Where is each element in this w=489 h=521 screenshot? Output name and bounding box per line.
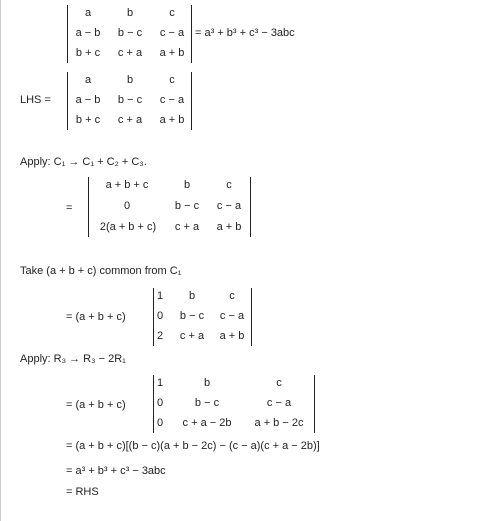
det4-r2c1: 0 xyxy=(157,310,164,322)
det1-r2c3: c − a xyxy=(159,27,185,39)
step2-label: Take (a + b + c) common from C₁ xyxy=(20,265,182,277)
det4-r3c3: a + b xyxy=(219,330,245,342)
determinant-2 xyxy=(67,72,192,130)
det2-r3c3: a + b xyxy=(159,114,185,126)
det1-r2c1: a − b xyxy=(75,27,101,39)
det3-r2c3: c − a xyxy=(216,200,242,212)
det1-r3c2: c + a xyxy=(117,47,143,59)
det2-r3c1: b + c xyxy=(75,114,101,126)
final-line-3: = RHS xyxy=(66,486,99,498)
determinant-3 xyxy=(88,177,251,237)
det1-r3c3: a + b xyxy=(159,47,185,59)
det4-r1c3: c xyxy=(229,290,235,302)
step1-equals: = xyxy=(66,202,73,214)
det5-r3c2: c + a − 2b xyxy=(182,417,232,429)
det2-r3c2: c + a xyxy=(117,114,143,126)
det3-r1c2: b xyxy=(183,179,191,191)
det5-r2c3: c − a xyxy=(266,397,292,409)
det5-r1c1: 1 xyxy=(157,377,164,389)
det4-r2c2: b − c xyxy=(179,310,205,322)
det1-rhs: = a³ + b³ + c³ − 3abc xyxy=(195,27,295,39)
step1-label: Apply: C₁ → C₁ + C₂ + C₃. xyxy=(20,156,147,168)
det3-r3c3: a + b xyxy=(216,221,242,233)
det2-r1c1: a xyxy=(84,74,92,86)
page-border xyxy=(0,0,1,521)
det4-r2c3: c − a xyxy=(219,310,245,322)
det3-r1c1: a + b + c xyxy=(105,179,149,191)
det3-r2c1: 0 xyxy=(123,200,131,212)
determinant-1 xyxy=(67,5,192,63)
det5-r3c1: 0 xyxy=(157,417,164,429)
det2-r2c1: a − b xyxy=(75,94,101,106)
det2-r1c3: c xyxy=(169,74,175,86)
det4-r1c1: 1 xyxy=(157,290,164,302)
det5-r2c1: 0 xyxy=(157,397,164,409)
det5-r2c2: b − c xyxy=(194,397,220,409)
step3-prefix: = (a + b + c) xyxy=(66,399,126,411)
det3-r2c2: b − c xyxy=(174,200,200,212)
lhs-label: LHS = xyxy=(20,94,51,106)
det3-r3c2: c + a xyxy=(174,221,200,233)
step3-label: Apply: R₃ → R₃ − 2R₁ xyxy=(20,353,126,365)
det2-r2c3: c − a xyxy=(159,94,185,106)
det1-r1c3: c xyxy=(169,7,175,19)
det5-r1c2: b xyxy=(203,377,211,389)
det5-r3c3: a + b − 2c xyxy=(254,417,304,429)
det4-r1c2: b xyxy=(188,290,196,302)
det1-r2c2: b − c xyxy=(117,27,143,39)
det4-r3c2: c + a xyxy=(179,330,205,342)
determinant-4 xyxy=(153,288,252,346)
det2-r1c2: b xyxy=(126,74,134,86)
det5-r1c3: c xyxy=(276,377,282,389)
final-line-1: = (a + b + c)[(b − c)(a + b − 2c) − (c − a)(c + a − 2b)] xyxy=(66,440,320,452)
step2-prefix: = (a + b + c) xyxy=(66,311,126,323)
determinant-5 xyxy=(153,375,315,433)
det1-r1c2: b xyxy=(126,7,134,19)
det3-r1c3: c xyxy=(226,179,232,191)
det4-r3c1: 2 xyxy=(157,330,164,342)
det2-r2c2: b − c xyxy=(117,94,143,106)
det3-r3c1: 2(a + b + c) xyxy=(99,221,157,233)
det1-r1c1: a xyxy=(84,7,92,19)
det1-r3c1: b + c xyxy=(75,47,101,59)
final-line-2: = a³ + b³ + c³ − 3abc xyxy=(66,465,166,477)
